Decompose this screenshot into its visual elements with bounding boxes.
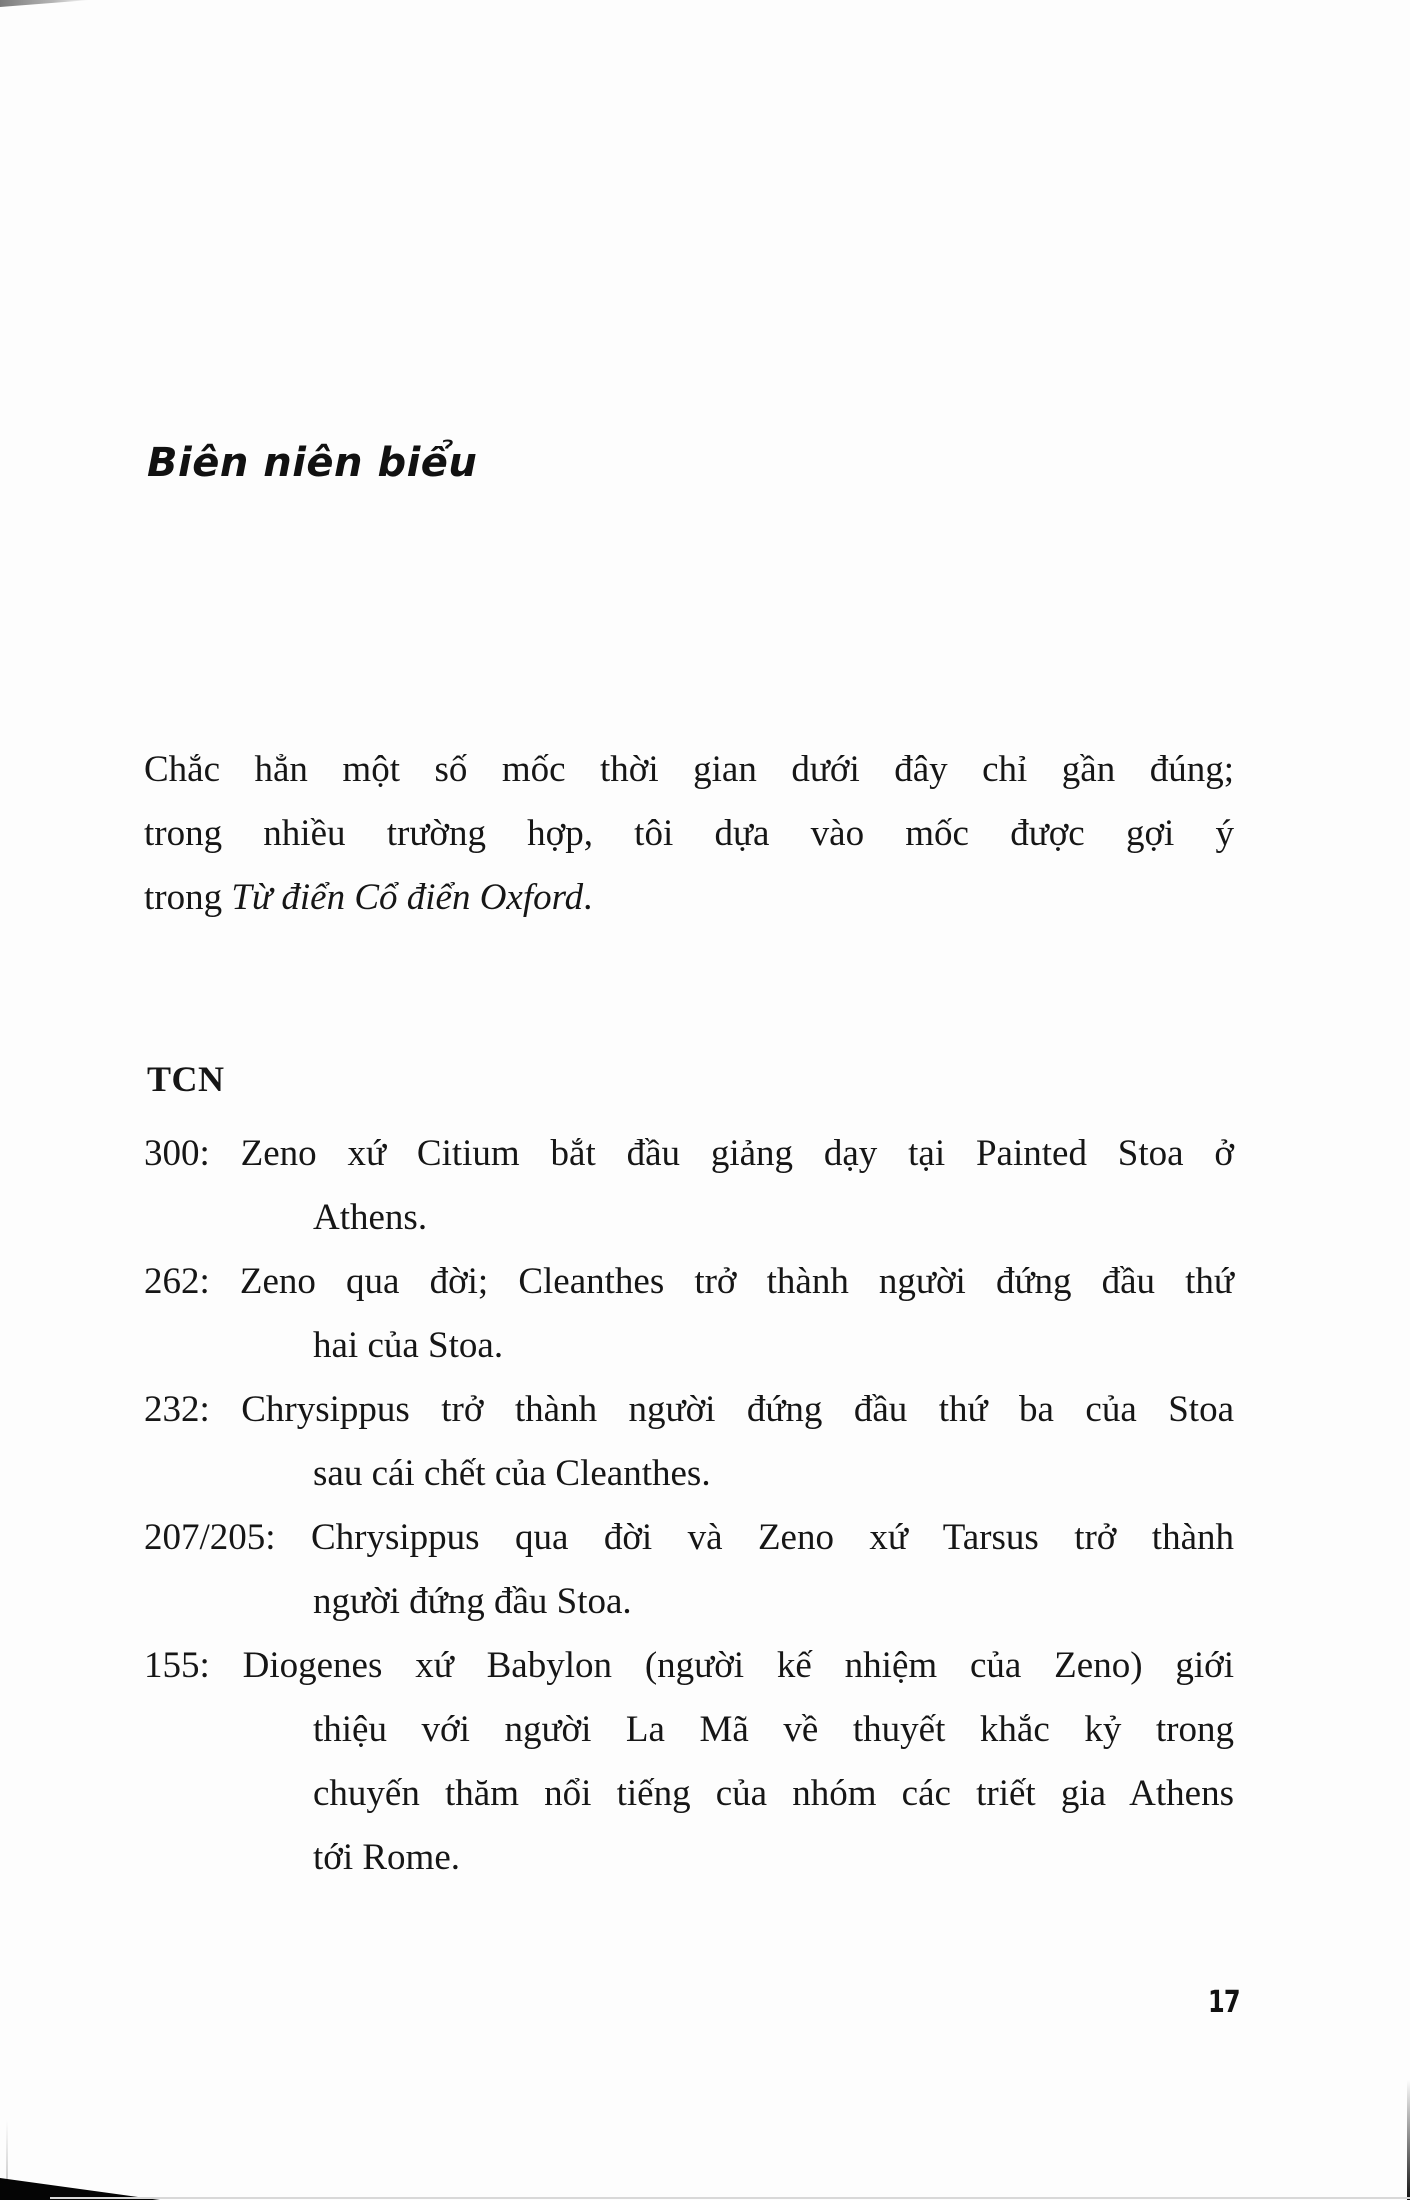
page-title: Biên niên biểu [147,440,478,486]
scan-bottom-edge [50,2197,1410,2199]
timeline-entry-line: sau cái chết của Cleanthes. [313,1453,711,1494]
intro-line-3-suffix: . [583,877,593,918]
timeline-entry-line: tới Rome. [313,1837,461,1878]
timeline-entry-line: 207/205: Chrysippus qua đời và Zeno xứ Tarsus trở thành [144,1517,1234,1558]
intro-paragraph [144,738,1234,930]
scan-edge-bottom-left [6,2120,8,2180]
intro-line-1: Chắc hẳn một số mốc thời gian dưới đây chỉ gần đúng; [144,749,1234,790]
timeline-entry-line: 155: Diogenes xứ Babylon (người kế nhiệm của Zeno) giới [144,1645,1234,1686]
intro-line-3 [144,866,1234,930]
timeline-entry-207-205 [144,1506,1234,1634]
timeline-entry-300 [144,1122,1234,1250]
timeline-entry-line: Athens. [313,1197,428,1238]
timeline-entry-line: 232: Chrysippus trở thành người đứng đầu thứ ba của Stoa [144,1389,1234,1430]
section-heading-bce: TCN [147,1059,225,1099]
timeline-entry-232 [144,1378,1234,1506]
timeline-entry-line: chuyến thăm nổi tiếng của nhóm các triết gia Athens [313,1773,1234,1814]
intro-line-2: trong nhiều trường hợp, tôi dựa vào mốc được gợi ý [144,813,1234,854]
timeline-entry-line: người đứng đầu Stoa. [313,1581,632,1622]
timeline-entry-line: thiệu với người La Mã về thuyết khắc kỷ trong [313,1709,1234,1750]
timeline-entry-line: 300: Zeno xứ Citium bắt đầu giảng dạy tại Painted Stoa ở [144,1133,1234,1174]
timeline-entry-155 [144,1634,1234,1890]
book-reference-title: Từ điển Cổ điển Oxford [231,877,584,918]
intro-line-3-prefix: trong [144,877,232,918]
timeline-entry-line: hai của Stoa. [313,1325,504,1366]
timeline-list [144,1122,1234,1890]
timeline-entry-line: 262: Zeno qua đời; Cleanthes trở thành người đứng đầu thứ [144,1261,1234,1302]
scan-shadow-top-left [0,0,90,7]
page-number: 17 [1208,1985,1240,2020]
timeline-entry-262 [144,1250,1234,1378]
